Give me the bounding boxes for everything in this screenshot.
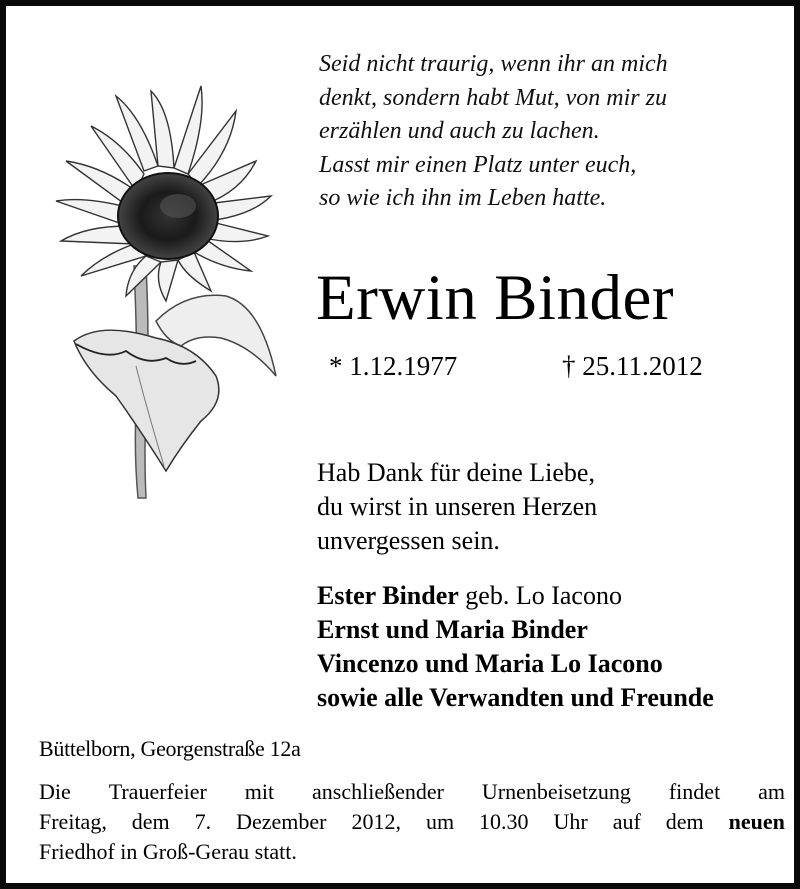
poem-line: erzählen und auch zu lachen. — [319, 118, 600, 144]
ceremony-info — [39, 777, 785, 867]
ceremony-line-2 — [39, 807, 785, 837]
word: Dezember — [236, 809, 327, 834]
thanks-line: du wirst in unseren Herzen — [317, 492, 598, 521]
mourners-list — [317, 579, 714, 715]
word: findet — [668, 779, 721, 804]
poem-line: Lasst mir einen Platz unter euch, — [319, 151, 637, 178]
mourner-name: sowie alle Verwandten und Freunde — [317, 683, 714, 712]
thanks-line: unvergessen sein. — [317, 526, 500, 555]
word: dem — [131, 809, 170, 834]
death-date-value: 25.11.2012 — [582, 351, 703, 381]
birth-date — [329, 351, 457, 382]
mourner-line — [317, 579, 714, 613]
thanks-line: Hab Dank für deine Liebe, — [317, 458, 595, 487]
mourner-name: Ernst und Maria Binder — [317, 615, 588, 644]
cross-icon: † — [562, 351, 576, 381]
birth-star-icon: * — [329, 351, 343, 381]
word: Uhr — [553, 809, 588, 834]
word: 7. — [194, 809, 212, 834]
word: 10.30 — [479, 809, 529, 834]
poem-line: so wie ich ihn im Leben hatte. — [319, 185, 607, 211]
mourner-name: Ester Binder — [317, 581, 459, 610]
mourner-name: Vincenzo und Maria Lo Iacono — [317, 649, 663, 678]
poem — [319, 48, 759, 216]
ceremony-line-1 — [39, 777, 785, 807]
word: Urnenbeisetzung — [481, 779, 631, 804]
word: mit — [244, 779, 275, 804]
ceremony-line-3: Friedhof in Groß-Gerau statt. — [39, 839, 297, 864]
word: dem — [665, 809, 704, 834]
word: um — [425, 809, 455, 834]
maiden-name: geb. Lo Iacono — [458, 581, 622, 610]
word: am — [758, 779, 785, 804]
mourner-line — [317, 613, 714, 647]
mourner-line — [317, 681, 714, 715]
address: Büttelborn, Georgenstraße 12a — [39, 736, 301, 761]
poem-line: denkt, sondern habt Mut, von mir zu — [319, 84, 667, 111]
word: anschließender — [312, 779, 444, 804]
sunflower-icon — [46, 76, 296, 506]
poem-line: Seid nicht traurig, wenn ihr an mich — [319, 51, 668, 77]
word: Die — [39, 779, 71, 804]
thanks-verse — [317, 456, 597, 558]
word: 2012, — [351, 809, 401, 834]
birth-date-value: 1.12.1977 — [349, 351, 458, 381]
word: Freitag, — [39, 809, 107, 834]
word: Trauerfeier — [108, 779, 207, 804]
emphasis-word: neuen — [728, 809, 785, 834]
death-date — [562, 351, 703, 382]
deceased-name: Erwin Binder — [316, 262, 675, 334]
word: auf — [612, 809, 641, 834]
mourner-line — [317, 647, 714, 681]
